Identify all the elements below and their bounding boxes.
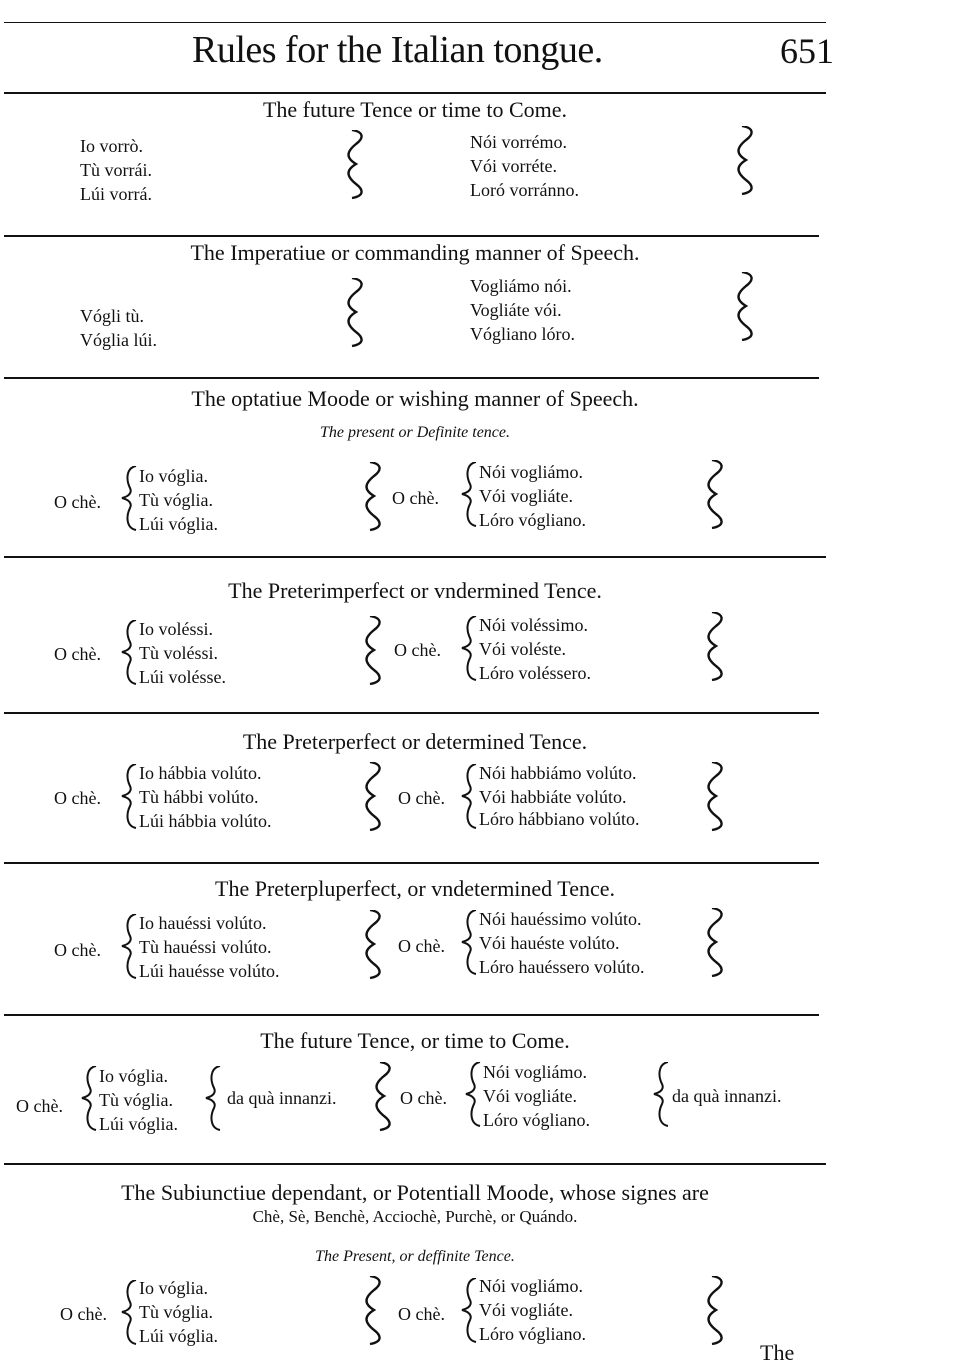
o-che-prefix: O chè. <box>54 940 101 960</box>
left-brace-glyph <box>652 1062 670 1128</box>
brace-glyph <box>702 908 728 980</box>
section-rule <box>4 377 819 379</box>
section-heading-signs: Chè, Sè, Benchè, Acciochè, Purchè, or Quándo. <box>252 1207 578 1226</box>
conjugation-line: Tù vóglia. <box>139 1302 213 1322</box>
brace-glyph <box>360 762 386 834</box>
conjugation-line: Io vóglia. <box>139 1278 208 1298</box>
conjugation-line: Io hauéssi volúto. <box>139 913 267 933</box>
conjugation-line: Lóro vógliano. <box>479 1324 586 1344</box>
conjugation-line: Io vóglia. <box>139 466 208 486</box>
brace-glyph <box>702 762 728 834</box>
brace-glyph <box>370 1062 396 1134</box>
brace-glyph <box>360 910 386 982</box>
section-heading-optative: The optatiue Moode or wishing manner of Speech. <box>191 386 639 411</box>
conjugation-line: Lóro hábbiano volúto. <box>479 809 640 829</box>
conjugation-line: Loró vorránno. <box>470 180 579 200</box>
conjugation-line: Lóro vógliano. <box>483 1110 590 1130</box>
conjugation-line: Vógli tù. <box>80 306 145 326</box>
conjugation-line: Vógliano lóro. <box>470 324 575 344</box>
conjugation-line: Vói vogliáte. <box>479 1300 573 1320</box>
o-che-prefix: O chè. <box>54 788 101 808</box>
o-che-prefix: O chè. <box>16 1096 63 1116</box>
conjugation-line: Lóro voléssero. <box>479 663 591 683</box>
left-brace-glyph <box>120 466 138 532</box>
conjugation-line: Vói vogliáte. <box>483 1086 577 1106</box>
o-che-prefix: O chè. <box>398 788 445 808</box>
section-rule <box>4 862 819 864</box>
brace-glyph <box>732 272 758 344</box>
brace-glyph <box>342 130 368 202</box>
conjugation-line: Vói vogliáte. <box>479 486 573 506</box>
conjugation-line: Lóro vógliano. <box>479 510 586 530</box>
brace-glyph <box>342 278 368 350</box>
conjugation-line: Lúi vorrá. <box>80 184 152 204</box>
page-number: 651 <box>780 31 834 71</box>
conjugation-line: Lúi vóglia. <box>139 1326 218 1346</box>
o-che-prefix: O chè. <box>394 640 441 660</box>
section-heading-subjunctive: The Subiunctiue dependant, or Potentiall Moode, whose signes are <box>121 1180 709 1205</box>
brace-glyph <box>702 612 728 684</box>
conjugation-line: Nói vorrémo. <box>470 132 567 152</box>
conjugation-line: Vói habbiáte volúto. <box>479 787 627 807</box>
conjugation-line: Lóro hauéssero volúto. <box>479 957 645 977</box>
da-qua-innanzi-label: da quà innanzi. <box>227 1088 337 1108</box>
conjugation-line: Nói voléssimo. <box>479 615 589 635</box>
conjugation-line: Vói hauéste volúto. <box>479 933 620 953</box>
o-che-prefix: O chè. <box>398 936 445 956</box>
da-qua-innanzi-label: da quà innanzi. <box>672 1086 782 1106</box>
conjugation-line: Lúi volésse. <box>139 667 226 687</box>
conjugation-line: Lúi vóglia. <box>99 1114 178 1134</box>
conjugation-line: Vóglia lúi. <box>80 330 157 350</box>
header-rule <box>4 92 826 94</box>
brace-glyph <box>360 1276 386 1348</box>
left-brace-glyph <box>460 462 478 528</box>
brace-glyph <box>732 126 758 198</box>
brace-glyph <box>702 1276 728 1348</box>
conjugation-line: Vogliáte vói. <box>470 300 562 320</box>
conjugation-line: Vói vorréte. <box>470 156 557 176</box>
left-brace-glyph <box>204 1066 222 1132</box>
conjugation-line: Lúi hábbia volúto. <box>139 811 272 831</box>
section-heading-preterimperfect: The Preterimperfect or vndermined Tence. <box>228 578 602 603</box>
conjugation-line: Tù hábbi volúto. <box>139 787 259 807</box>
conjugation-line: Nói hauéssimo volúto. <box>479 909 642 929</box>
section-rule <box>4 1163 826 1165</box>
section-subheading: The Present, or deffinite Tence. <box>315 1248 515 1265</box>
section-rule <box>4 235 819 237</box>
conjugation-line: Nói habbiámo volúto. <box>479 763 637 783</box>
conjugation-line: Vói voléste. <box>479 639 566 659</box>
conjugation-line: Io vóglia. <box>99 1066 168 1086</box>
left-brace-glyph <box>460 1278 478 1344</box>
o-che-prefix: O chè. <box>60 1304 107 1324</box>
left-brace-glyph <box>460 616 478 682</box>
conjugation-line: Tù vóglia. <box>99 1090 173 1110</box>
conjugation-line: Tù hauéssi volúto. <box>139 937 272 957</box>
section-rule <box>4 1014 819 1016</box>
running-head: Rules for the Italian tongue. <box>192 29 603 71</box>
section-heading-future: The future Tence or time to Come. <box>262 97 568 122</box>
o-che-prefix: O chè. <box>54 644 101 664</box>
conjugation-line: Nói vogliámo. <box>483 1062 587 1082</box>
left-brace-glyph <box>120 914 138 980</box>
section-heading-future-subjunctive: The future Tence, or time to Come. <box>260 1028 570 1053</box>
conjugation-line: Tù vorrái. <box>80 160 152 180</box>
conjugation-line: Io hábbia volúto. <box>139 763 262 783</box>
section-rule <box>4 712 819 714</box>
brace-glyph <box>702 460 728 532</box>
top-rule-thin <box>4 22 826 23</box>
conjugation-line: Nói vogliámo. <box>479 462 583 482</box>
left-brace-glyph <box>464 1062 482 1128</box>
brace-glyph <box>360 462 386 534</box>
conjugation-line: Lúi hauésse volúto. <box>139 961 280 981</box>
left-brace-glyph <box>460 764 478 830</box>
left-brace-glyph <box>120 764 138 830</box>
section-rule <box>4 556 826 558</box>
conjugation-line: Lúi vóglia. <box>139 514 218 534</box>
conjugation-line: Io vorrò. <box>80 136 143 156</box>
section-heading-preterpluperfect: The Preterpluperfect, or vndetermined Tence. <box>215 876 615 901</box>
o-che-prefix: O chè. <box>392 488 439 508</box>
o-che-prefix: O chè. <box>398 1304 445 1324</box>
left-brace-glyph <box>460 910 478 976</box>
brace-glyph <box>360 616 386 688</box>
section-heading-imperative: The Imperatiue or commanding manner of Speech. <box>190 240 640 265</box>
left-brace-glyph <box>80 1066 98 1132</box>
o-che-prefix: O chè. <box>400 1088 447 1108</box>
conjugation-line: Vogliámo nói. <box>470 276 572 296</box>
conjugation-line: Tù voléssi. <box>139 643 218 663</box>
o-che-prefix: O chè. <box>54 492 101 512</box>
catchword: The <box>760 1340 795 1365</box>
section-heading-preterperfect: The Preterperfect or determined Tence. <box>242 729 588 754</box>
left-brace-glyph <box>120 620 138 686</box>
conjugation-line: Io voléssi. <box>139 619 213 639</box>
conjugation-line: Nói vogliámo. <box>479 1276 583 1296</box>
left-brace-glyph <box>120 1280 138 1346</box>
conjugation-line: Tù vóglia. <box>139 490 213 510</box>
section-subheading: The present or Definite tence. <box>319 424 511 441</box>
